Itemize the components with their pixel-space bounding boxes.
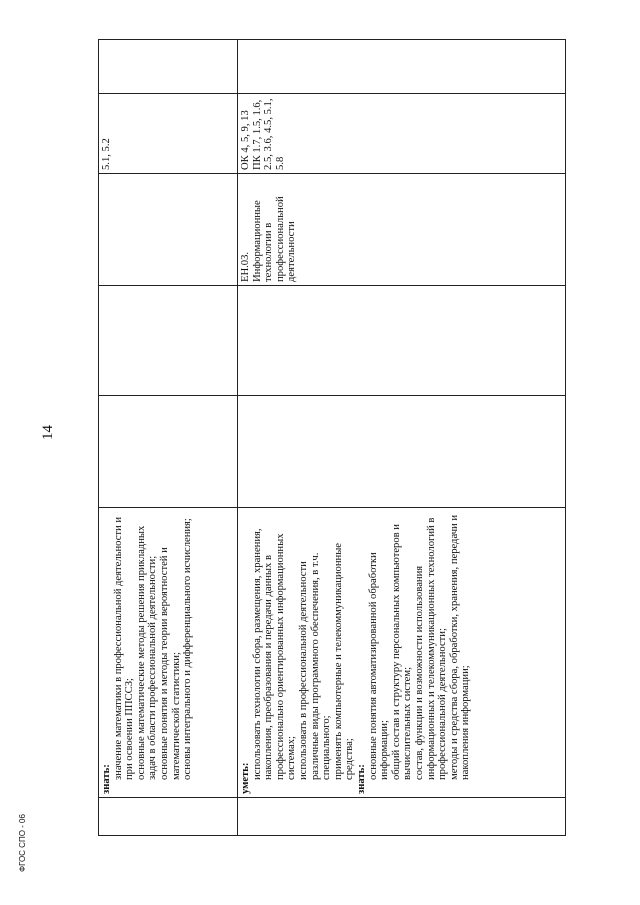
rotated-table-wrapper [98,40,566,836]
table-row [99,40,238,836]
list-item: использовать технологии сбора, размещения, хранения, накопления, преобразования и передачи данных в профессионально ориентированных информационных системах; [251,528,298,780]
discipline-cell [238,174,566,286]
list-item: состав, функции и возможности использования информационных и телекоммуникационных технологий в профессиональной деятельности; [413,517,449,780]
curriculum-table [98,39,566,836]
discipline-code: ЕН.03. [240,251,251,282]
index-cell [238,798,566,836]
list-item: основные понятия и методы теории вероятностей и математической статистики; [158,547,182,780]
empty-cell [238,286,566,396]
index-cell [99,798,238,836]
competencies-cell: ОК 4, 5, 9, 13 ПК 1.7, 1.5, 1.6, 2.5, 3.6, 4.5, 5.1, 5.8 [238,94,566,174]
empty-cell [99,40,238,94]
knowledge-heading: знать: [101,764,112,794]
list-item: основные математические методы решения прикладных задач в области профессиональной деятельности; [135,525,159,780]
empty-cell [99,286,238,396]
knowledge-heading: знать: [355,764,367,794]
empty-cell [99,396,238,508]
empty-cell [238,396,566,508]
requirements-cell [238,508,566,798]
list-item: значение математики в профессиональной деятельности и при освоении ППССЗ; [112,516,136,780]
list-item: общий состав и структуру персональных компьютеров и вычислительных систем; [390,524,414,780]
list-item: основы интегрального и дифференциального исчисления; [182,518,194,780]
requirements-cell [99,508,238,798]
list-item: методы и средства сбора, обработки, хранения, передачи и накопления информации; [448,514,472,780]
skills-heading: уметь: [240,762,251,794]
empty-cell [238,40,566,94]
table-row [238,40,566,836]
list-item: использовать в профессиональной деятельности различные виды программного обеспечения, в т.ч. специального; [297,552,333,780]
competencies-cell: 5.1, 5.2 [99,94,238,174]
list-item: основные понятия автоматизированной обработки информации; [367,552,391,780]
discipline-cell [99,174,238,286]
discipline-name: Информационные технологии в профессиональной деятельности [251,196,298,282]
page-number: 14 [40,425,56,440]
footer-label: ФГОС СПО - 06 [18,814,27,872]
list-item: применять компьютерные и телекоммуникационные средства; [332,542,356,780]
